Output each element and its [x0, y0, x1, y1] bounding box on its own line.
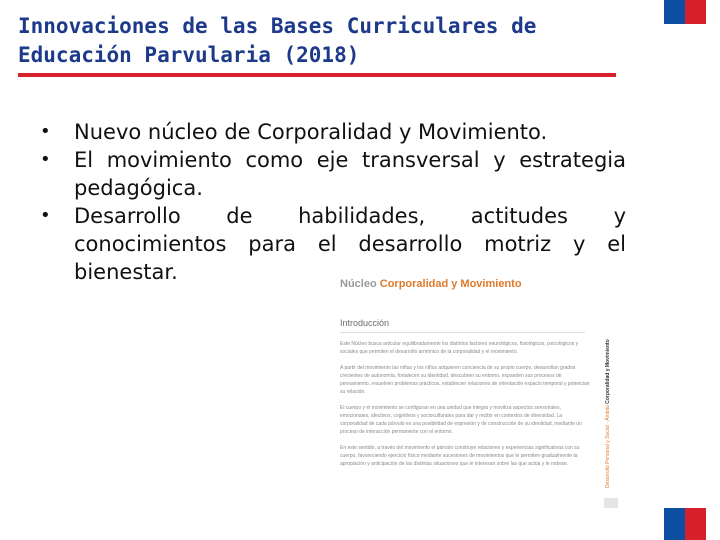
document-paragraph: En este sentido, a través del movimiento el párvulo construye relaciones y experiencias significativas con su cuerpo, favoreciendo ejercicio físico mediante sucesiones de movimientos que le permiten gradualmente la apropiación y anticipación de las distintas situaciones que le interesan sobre las que actúa y le rodean. [340, 445, 580, 467]
slide-title [18, 12, 618, 70]
bullet-dot: • [40, 149, 51, 170]
slide-title-line-1: Innovaciones de las Bases Curriculares de [18, 14, 537, 38]
document-heading-highlight: Corporalidad y Movimiento [379, 278, 522, 290]
slide-title-line-2: Educación Parvularia (2018) [18, 43, 360, 67]
document-paragraph: El cuerpo y el movimiento se configuran en una unidad que integra y moviliza aspectos sensoriales, emocionales, afectivos, cognitivos y socioculturales para dar y recibir en contextos de diversidad. La corporalidad de cada párvulo es una posibilidad de expresión y de construcción de su identidad, mediante un proceso de interacción permanente con el entorno. [340, 405, 582, 435]
bullet-text: Nuevo núcleo de Corporalidad y Movimiento. [74, 120, 548, 144]
bullet-text: El movimiento como eje transversal y estrategia pedagógica. [74, 148, 626, 200]
bullet-dot: • [40, 205, 51, 226]
embedded-document-page [330, 268, 622, 514]
document-page-number-tab [604, 498, 618, 508]
flag-decoration-top [664, 0, 706, 24]
document-divider [340, 332, 585, 333]
bullet-item [40, 146, 626, 202]
flag-blue-stripe [664, 0, 685, 24]
document-side-bold: Corporalidad y Movimiento [605, 339, 611, 404]
flag-blue-stripe [664, 508, 685, 540]
document-side-prefix: Desarrollo Personal y Social · Ámbito [605, 405, 611, 488]
bullet-list [40, 118, 626, 286]
document-paragraph: A partir del movimiento las niñas y los niños adquieren conciencia de su propio cuerpo, desarrollan grados crecientes de autonomía, fortalecen su identidad, descubren su entorno, expanden sus procesos de pensamiento, resuelven problemas prácticos, establecen relaciones de orientación espacio temporal y potencian su relación. [340, 365, 590, 395]
bullet-item [40, 118, 626, 146]
bullet-text: Desarrollo de habilidades, actitudes y conocimientos para el desarrollo motriz y el bienestar. [74, 204, 626, 284]
document-heading [340, 278, 522, 290]
flag-red-stripe [685, 0, 706, 24]
document-side-caption [605, 288, 615, 488]
flag-decoration-bottom [664, 508, 706, 540]
document-heading-prefix: Núcleo [340, 278, 377, 290]
document-paragraph: Este Núcleo busca articular equilibradamente los distintos factores neurológicos, fisiológicos, psicológicos y sociales que permiten el desarrollo armónico de la corporalidad y el movimiento. [340, 341, 579, 355]
document-body [340, 340, 590, 476]
document-subheading: Introducción [340, 318, 390, 328]
flag-red-stripe [685, 508, 706, 540]
title-underline [18, 73, 616, 77]
bullet-dot: • [40, 121, 51, 142]
